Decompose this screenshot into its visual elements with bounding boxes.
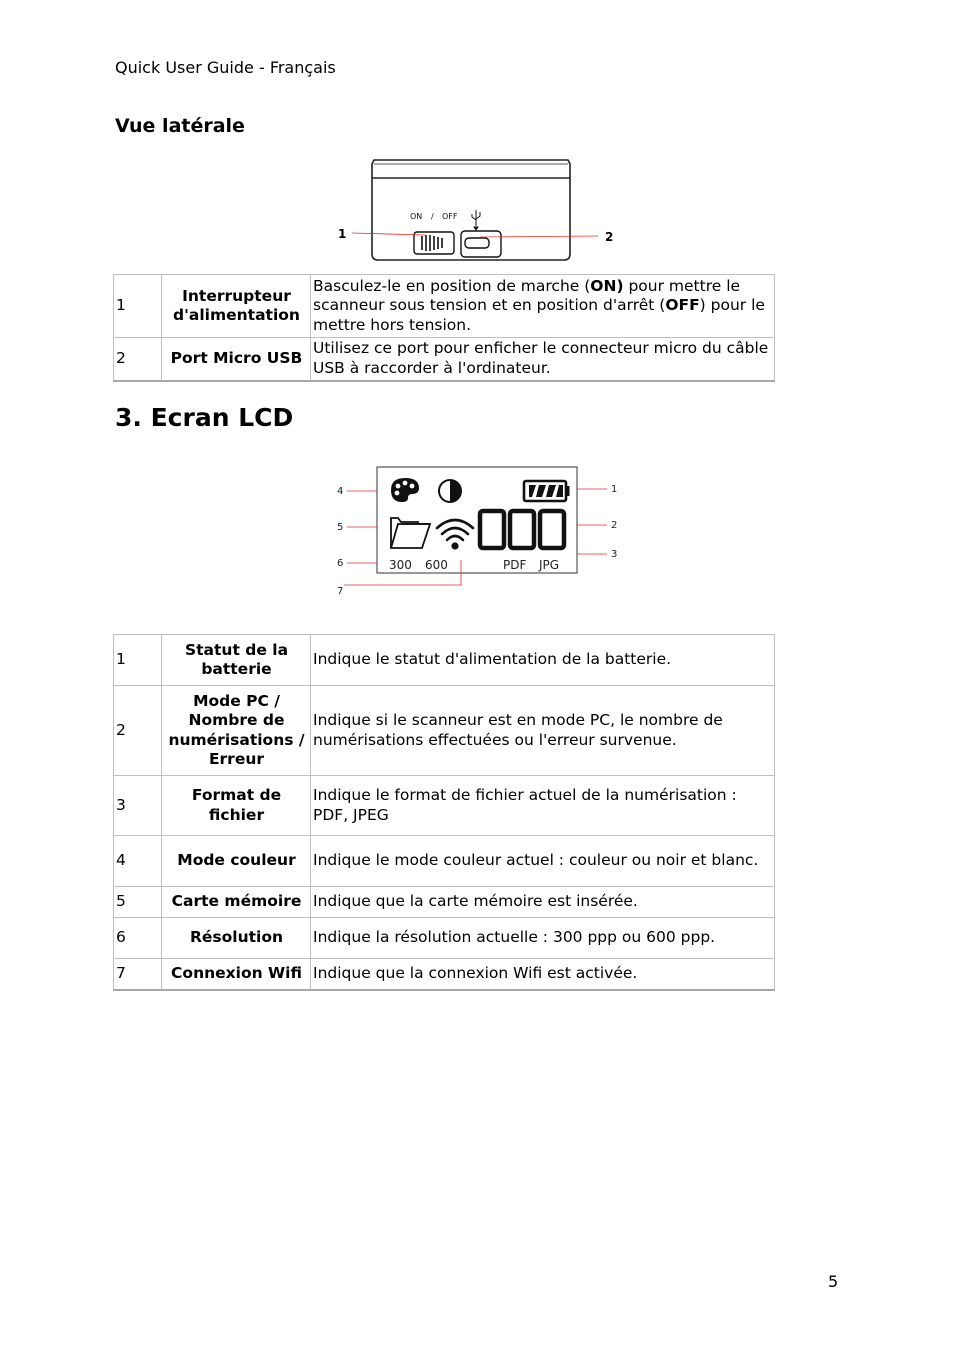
- callout-6-label: 6: [337, 558, 344, 569]
- row-number: 4: [114, 836, 162, 887]
- label-on: ON: [410, 212, 423, 221]
- row-name: Mode couleur: [162, 836, 311, 887]
- row-name: Format de fichier: [162, 776, 311, 836]
- row-description: Indique le statut d'alimentation de la batterie.: [311, 635, 775, 686]
- power-switch: [414, 232, 454, 254]
- row-description: Indique si le scanneur est en mode PC, le nombre de numérisations effectuées ou l'erreur survenue.: [311, 686, 775, 776]
- page-number: 5: [828, 1272, 839, 1291]
- lcd-table: [113, 634, 775, 991]
- row-number: 5: [114, 887, 162, 918]
- label-off: OFF: [442, 212, 458, 221]
- format-pdf-label: PDF: [503, 558, 527, 572]
- row-number: 3: [114, 776, 162, 836]
- row-description: Indique que la connexion Wifi est activée.: [311, 959, 775, 990]
- table-row: [114, 959, 775, 990]
- row-description: Indique que la carte mémoire est insérée.: [311, 887, 775, 918]
- row-number: 1: [114, 275, 162, 338]
- row-name: Port Micro USB: [162, 338, 311, 381]
- row-number: 2: [114, 338, 162, 381]
- lcd-section-heading: 3. Ecran LCD: [115, 403, 294, 432]
- format-jpg-label: JPG: [539, 558, 560, 572]
- row-description: Indique le format de fichier actuel de la numérisation : PDF, JPEG: [311, 776, 775, 836]
- table-row: [114, 918, 775, 959]
- callout-7-label: 7: [337, 586, 344, 597]
- row-name: Mode PC / Nombre de numérisations / Erreur: [162, 686, 311, 776]
- table-row: [114, 776, 775, 836]
- table-row: [114, 686, 775, 776]
- side-view-table: [113, 274, 775, 382]
- callout-1-label: 1: [611, 484, 618, 495]
- callout-3-label: 3: [611, 549, 618, 560]
- resolution-300-label: 300: [389, 558, 412, 572]
- row-description: Utilisez ce port pour enficher le connecteur micro du câble USB à raccorder à l'ordinateur.: [311, 338, 775, 381]
- table-row: [114, 836, 775, 887]
- row-name: Interrupteur d'alimentation: [162, 275, 311, 338]
- row-name: Connexion Wifi: [162, 959, 311, 990]
- table-row: [114, 635, 775, 686]
- row-name: Statut de la batterie: [162, 635, 311, 686]
- row-number: 6: [114, 918, 162, 959]
- callout-2-label: 2: [605, 230, 614, 244]
- resolution-600-label: 600: [425, 558, 448, 572]
- callout-5-label: 5: [337, 522, 344, 533]
- row-number: 1: [114, 635, 162, 686]
- scanner-body: [372, 160, 570, 260]
- row-description: Basculez-le en position de marche (ON) pour mettre le scanneur sous tension et en position d'arrêt (OFF) pour le mettre hors tension.: [311, 275, 775, 338]
- side-view-figure: [330, 150, 630, 266]
- callout-lines: [352, 233, 598, 237]
- switch-labels: [410, 212, 458, 221]
- row-description: Indique la résolution actuelle : 300 ppp ou 600 ppp.: [311, 918, 775, 959]
- contrast-icon: [439, 480, 461, 502]
- row-number: 2: [114, 686, 162, 776]
- callout-1-label: 1: [338, 227, 347, 241]
- micro-usb-port: [461, 231, 501, 257]
- row-description: Indique le mode couleur actuel : couleur ou noir et blanc.: [311, 836, 775, 887]
- row-name: Carte mémoire: [162, 887, 311, 918]
- lcd-figure: [330, 462, 630, 602]
- label-sep: /: [431, 212, 434, 221]
- page-header: Quick User Guide - Français: [115, 58, 336, 77]
- table-row: [114, 338, 775, 381]
- row-name: Résolution: [162, 918, 311, 959]
- callout-2-label: 2: [611, 520, 618, 531]
- side-view-heading: Vue latérale: [115, 115, 245, 137]
- usb-icon: [472, 210, 480, 230]
- row-number: 7: [114, 959, 162, 990]
- table-row: [114, 887, 775, 918]
- table-row: [114, 275, 775, 338]
- callout-4-label: 4: [337, 486, 344, 497]
